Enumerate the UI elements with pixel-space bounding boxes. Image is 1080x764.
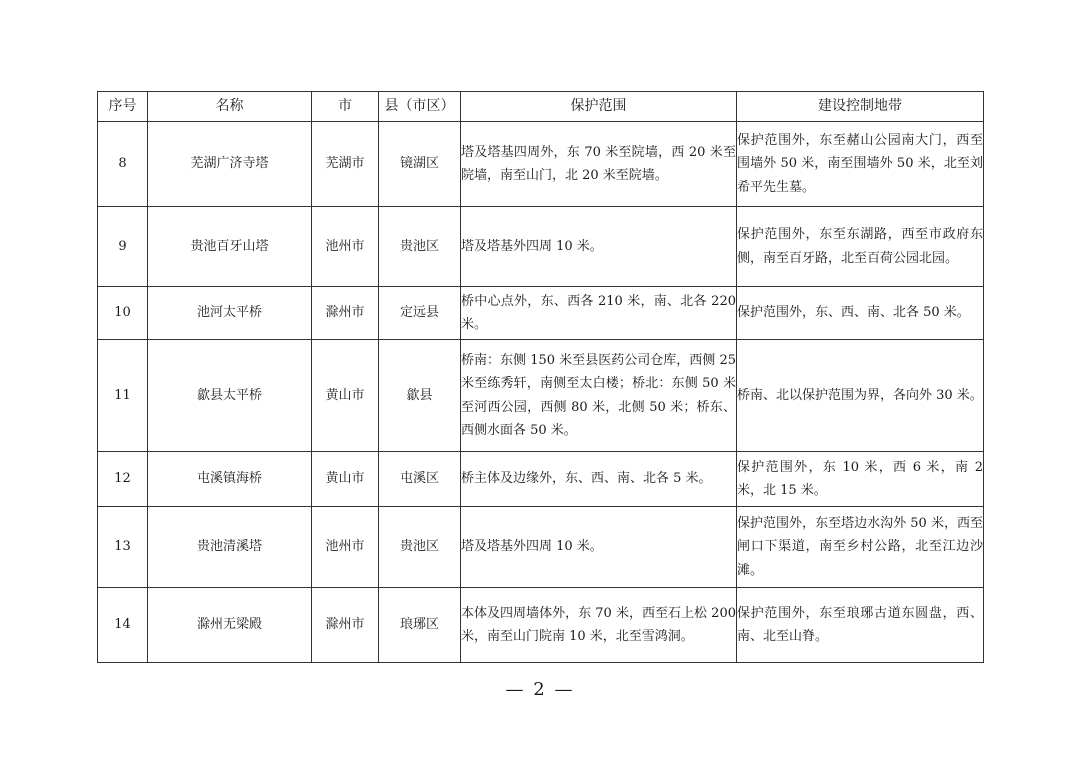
cell-control: 保护范围外，东 10 米，西 6 米，南 2 米，北 15 米。 — [737, 452, 984, 507]
cell-city: 滁州市 — [312, 287, 379, 340]
table-row — [98, 287, 984, 340]
cell-county: 定远县 — [379, 287, 461, 340]
cell-city: 芜湖市 — [312, 122, 379, 207]
cell-protection: 本体及四周墙体外，东 70 米，西至石上松 200 米，南至山门院南 10 米，北至雪鸿洞。 — [461, 588, 737, 663]
cell-name: 歙县太平桥 — [148, 340, 312, 452]
cell-name: 滁州无梁殿 — [148, 588, 312, 663]
cell-protection: 桥南：东侧 150 米至县医药公司仓库，西侧 25 米至练秀轩，南侧至太白楼；桥北：东侧 50 米至河西公园，西侧 80 米，北侧 50 米；桥东、西侧水面各 50 米。 — [461, 340, 737, 452]
heritage-table — [97, 91, 984, 663]
cell-control: 桥南、北以保护范围为界，各向外 30 米。 — [737, 340, 984, 452]
header-protection: 保护范围 — [461, 92, 737, 122]
cell-name: 芜湖广济寺塔 — [148, 122, 312, 207]
cell-no: 8 — [98, 122, 148, 207]
table-row — [98, 588, 984, 663]
cell-county: 琅琊区 — [379, 588, 461, 663]
cell-control: 保护范围外，东至塔边水沟外 50 米，西至闸口下渠道，南至乡村公路，北至江边沙滩。 — [737, 507, 984, 588]
cell-control: 保护范围外，东至赭山公园南大门，西至围墙外 50 米，南至围墙外 50 米，北至刘希平先生墓。 — [737, 122, 984, 207]
header-name: 名称 — [148, 92, 312, 122]
table-row — [98, 452, 984, 507]
cell-name: 贵池清溪塔 — [148, 507, 312, 588]
cell-city: 黄山市 — [312, 340, 379, 452]
cell-protection: 塔及塔基外四周 10 米。 — [461, 207, 737, 287]
header-no: 序号 — [98, 92, 148, 122]
cell-name: 屯溪镇海桥 — [148, 452, 312, 507]
cell-control: 保护范围外，东至琅琊古道东圆盘，西、南、北至山脊。 — [737, 588, 984, 663]
cell-no: 11 — [98, 340, 148, 452]
cell-county: 贵池区 — [379, 507, 461, 588]
cell-protection: 塔及塔基外四周 10 米。 — [461, 507, 737, 588]
cell-city: 池州市 — [312, 207, 379, 287]
cell-city: 滁州市 — [312, 588, 379, 663]
cell-control: 保护范围外，东至东湖路，西至市政府东侧，南至百牙路，北至百荷公园北园。 — [737, 207, 984, 287]
cell-county: 镜湖区 — [379, 122, 461, 207]
cell-county: 屯溪区 — [379, 452, 461, 507]
cell-city: 池州市 — [312, 507, 379, 588]
cell-no: 9 — [98, 207, 148, 287]
cell-no: 14 — [98, 588, 148, 663]
cell-no: 13 — [98, 507, 148, 588]
cell-no: 12 — [98, 452, 148, 507]
table-row — [98, 340, 984, 452]
header-control: 建设控制地带 — [737, 92, 984, 122]
table-row — [98, 122, 984, 207]
header-county: 县（市区） — [379, 92, 461, 122]
cell-protection: 桥主体及边缘外，东、西、南、北各 5 米。 — [461, 452, 737, 507]
cell-name: 池河太平桥 — [148, 287, 312, 340]
header-city: 市 — [312, 92, 379, 122]
cell-no: 10 — [98, 287, 148, 340]
table-row — [98, 207, 984, 287]
page-number: — 2 — — [505, 679, 575, 700]
cell-protection: 桥中心点外，东、西各 210 米，南、北各 220 米。 — [461, 287, 737, 340]
cell-county: 歙县 — [379, 340, 461, 452]
cell-name: 贵池百牙山塔 — [148, 207, 312, 287]
table-header-row — [98, 92, 984, 122]
cell-city: 黄山市 — [312, 452, 379, 507]
cell-protection: 塔及塔基四周外，东 70 米至院墙，西 20 米至院墙，南至山门，北 20 米至院墙。 — [461, 122, 737, 207]
cell-control: 保护范围外，东、西、南、北各 50 米。 — [737, 287, 984, 340]
cell-county: 贵池区 — [379, 207, 461, 287]
table-row — [98, 507, 984, 588]
